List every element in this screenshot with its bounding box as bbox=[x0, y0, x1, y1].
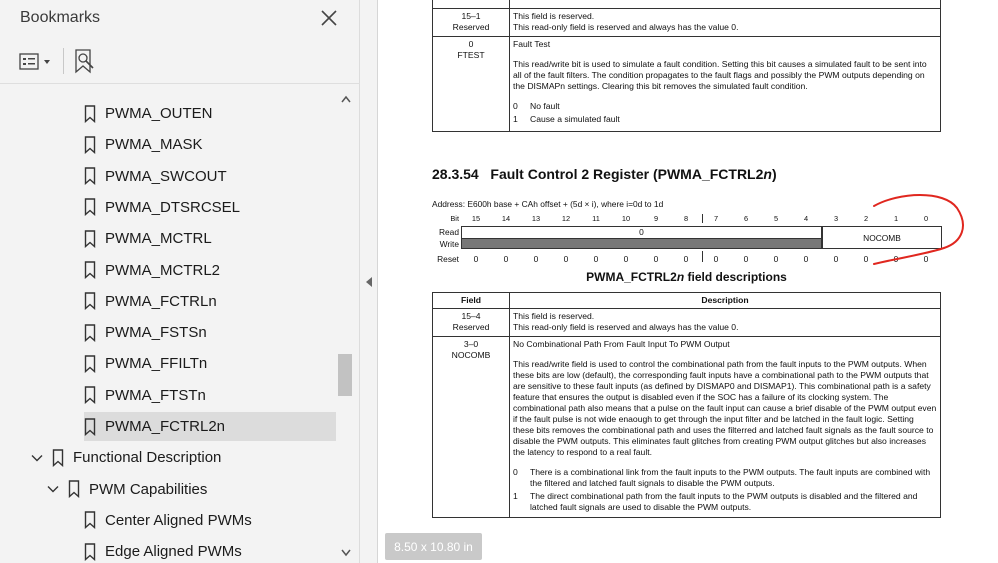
chevron-down-icon[interactable] bbox=[30, 451, 44, 465]
reserved-write-bar bbox=[461, 238, 822, 249]
reset-value: 0 bbox=[713, 254, 719, 264]
bit-number: 12 bbox=[561, 214, 571, 223]
value-desc: There is a combinational link from the fault inputs to the PWM outputs. The fault inputs are combined with the filtered and latched fault signals to disable the PWM outputs. bbox=[530, 467, 931, 488]
bookmark-icon bbox=[84, 167, 96, 185]
field-number: 15–4 bbox=[461, 311, 481, 321]
toolbar-separator bbox=[63, 48, 64, 74]
desc-line: This read-only field is reserved and always has the value 0. bbox=[513, 322, 739, 332]
value-row bbox=[513, 101, 937, 112]
bit-number: 9 bbox=[653, 214, 659, 223]
field-number: 0 bbox=[468, 39, 474, 49]
desc-line: This read-only field is reserved and always has the value 0. bbox=[513, 22, 739, 32]
bookmark-label: PWMA_OUTEN bbox=[105, 105, 213, 122]
reset-value: 0 bbox=[593, 254, 599, 264]
reset-value: 0 bbox=[743, 254, 749, 264]
field-name: Reserved bbox=[452, 322, 490, 332]
page-size-indicator: 8.50 x 10.80 in bbox=[385, 533, 482, 560]
desc-paragraph: This read/write field is used to control the combinational path from the fault inputs to the PWM outputs. When these bits are low (default), the corresponding fault inputs have a combinational path to the PWM outputs that are sensitive to these fault inputs (as defined by DISMAP0 and DISMAP1). This combinational path is a safety feature that ensures the output is disabled even if the SOC has a failure of its clocking system. The combinational path also means that a pulse on the fault input can cause a brief disable of the PWM output even if the fault pulse is not wide enaough to get through the input filter and be latched in the fault logic. Setting these bits removes the combinational path and uses the filterred and latched fault signals as the fault source to disable the PWM outputs. This eliminates fault glitches from creating PWM output glitches but also increases the latency to respond to a real fault. bbox=[513, 359, 937, 457]
bit-number: 8 bbox=[683, 214, 689, 223]
bookmark-icon bbox=[84, 105, 96, 123]
reset-value: 0 bbox=[863, 254, 869, 264]
bookmark-item[interactable] bbox=[84, 193, 240, 222]
bookmark-label: PWMA_MASK bbox=[105, 136, 203, 154]
bookmark-icon bbox=[84, 261, 96, 279]
bookmark-tree bbox=[0, 84, 336, 563]
bookmark-item[interactable] bbox=[84, 318, 207, 347]
scroll-up-icon[interactable] bbox=[340, 94, 352, 104]
bookmark-label: PWM Capabilities bbox=[89, 480, 208, 498]
bookmark-label: PWMA_SWCOUT bbox=[105, 167, 227, 185]
reset-value: 0 bbox=[503, 254, 509, 264]
table-row bbox=[433, 309, 941, 337]
find-bookmark-icon bbox=[73, 48, 95, 74]
bookmark-label: PWMA_FFILTn bbox=[105, 355, 208, 373]
register-address: Address: E600h base + CAh offset + (5d × i), where i=0d to 1d bbox=[432, 199, 664, 209]
scroll-down-icon[interactable] bbox=[340, 548, 352, 558]
reset-value: 0 bbox=[563, 254, 569, 264]
bookmark-item[interactable] bbox=[84, 130, 203, 159]
bit-number: 15 bbox=[471, 214, 481, 223]
bookmark-item[interactable] bbox=[30, 443, 221, 472]
bit-label: Bit bbox=[450, 214, 459, 223]
reset-value: 0 bbox=[473, 254, 479, 264]
find-bookmark-button[interactable] bbox=[73, 48, 95, 74]
reset-label: Reset bbox=[437, 254, 459, 264]
bookmark-label: Functional Description bbox=[73, 449, 222, 467]
table-row bbox=[433, 37, 941, 132]
red-circle-annotation bbox=[854, 190, 969, 270]
bookmarks-toolbar bbox=[0, 44, 360, 80]
options-menu-button[interactable] bbox=[19, 52, 55, 72]
section-number: 28.3.54 bbox=[432, 166, 479, 182]
header-field: Field bbox=[433, 293, 510, 309]
value-row bbox=[513, 491, 937, 513]
desc-title: No Combinational Path From Fault Input To PWM Output bbox=[513, 339, 730, 349]
section-heading bbox=[432, 166, 777, 182]
value-row bbox=[513, 467, 937, 489]
section-title: Fault Control 2 Register (PWMA_FCTRL2 bbox=[490, 166, 764, 182]
bit-number: 4 bbox=[803, 214, 809, 223]
bookmark-icon bbox=[84, 230, 96, 248]
bit-number: 14 bbox=[501, 214, 511, 223]
bookmark-scrollbar[interactable] bbox=[336, 84, 356, 563]
bit-number: 13 bbox=[531, 214, 541, 223]
bookmark-item[interactable] bbox=[84, 256, 220, 285]
value-row bbox=[513, 114, 937, 125]
value-key: 1 bbox=[513, 491, 518, 501]
bit-number: 7 bbox=[713, 214, 719, 223]
panel-title: Bookmarks bbox=[20, 9, 101, 26]
field-name: FTEST bbox=[457, 50, 485, 60]
bookmark-item[interactable] bbox=[84, 537, 242, 563]
list-options-icon bbox=[19, 52, 55, 72]
previous-field-table bbox=[432, 0, 941, 132]
bookmark-icon bbox=[84, 355, 96, 373]
bookmark-item[interactable] bbox=[84, 349, 207, 378]
bookmark-icon bbox=[84, 418, 96, 436]
collapse-panel-icon[interactable] bbox=[365, 276, 373, 288]
bookmark-label: PWMA_FTSTn bbox=[105, 386, 206, 404]
bit-number: 0 bbox=[923, 214, 929, 223]
value-desc: The direct combinational path from the fault inputs to the PWM outputs is disabled and the filtered and latched fault signals are used to disable the PWM outputs. bbox=[530, 491, 918, 512]
write-label: Write bbox=[439, 239, 459, 249]
bookmark-icon bbox=[84, 386, 96, 404]
bookmark-label: PWMA_MCTRL2 bbox=[105, 261, 221, 279]
bookmark-label: PWMA_FCTRL2n bbox=[105, 418, 226, 435]
field-number: 3–0 bbox=[463, 339, 479, 349]
value-list bbox=[513, 101, 937, 125]
bookmark-item[interactable] bbox=[84, 99, 213, 128]
reset-value: 0 bbox=[773, 254, 779, 264]
bookmark-label: PWMA_MCTRL bbox=[105, 230, 212, 248]
reset-value: 0 bbox=[533, 254, 539, 264]
bit-number: 2 bbox=[863, 214, 869, 223]
bookmark-item[interactable] bbox=[84, 162, 227, 191]
value-desc: No fault bbox=[530, 101, 560, 111]
bookmark-item[interactable] bbox=[84, 506, 252, 535]
bookmark-item[interactable] bbox=[84, 224, 212, 253]
nocomb-field: NOCOMB bbox=[822, 226, 942, 249]
bit-number: 5 bbox=[773, 214, 779, 223]
table-row bbox=[433, 0, 941, 9]
bookmark-label: PWMA_DTSRCSEL bbox=[105, 198, 241, 216]
value-key: 1 bbox=[513, 114, 518, 124]
bookmark-item[interactable] bbox=[84, 412, 336, 441]
section-title-end: ) bbox=[771, 166, 777, 182]
bookmark-icon bbox=[84, 511, 96, 529]
bookmark-icon bbox=[84, 543, 96, 561]
table-header-row bbox=[433, 293, 941, 309]
field-name: NOCOMB bbox=[451, 350, 491, 360]
bookmark-icon bbox=[84, 198, 96, 216]
field-number: 15–1 bbox=[461, 11, 481, 21]
document-page bbox=[379, 0, 998, 563]
field-description-table bbox=[432, 292, 941, 518]
reset-value: 0 bbox=[893, 254, 899, 264]
bookmark-label: Center Aligned PWMs bbox=[105, 511, 252, 529]
field-name: Reserved bbox=[452, 22, 490, 32]
desc-title: Fault Test bbox=[513, 39, 551, 49]
reset-value: 0 bbox=[683, 254, 689, 264]
value-key: 0 bbox=[513, 101, 518, 111]
close-panel-button[interactable] bbox=[318, 7, 340, 29]
bit-number: 10 bbox=[621, 214, 631, 223]
bookmark-item[interactable] bbox=[84, 287, 217, 316]
reset-value: 0 bbox=[653, 254, 659, 264]
table-row bbox=[433, 9, 941, 37]
reserved-read-field: 0 bbox=[461, 226, 822, 238]
table-row bbox=[433, 337, 941, 518]
bookmark-icon bbox=[52, 449, 64, 467]
bookmarks-panel bbox=[0, 0, 360, 563]
value-list bbox=[513, 467, 937, 513]
scrollbar-thumb[interactable] bbox=[338, 354, 352, 396]
reset-value: 0 bbox=[923, 254, 929, 264]
bookmark-label: PWMA_FCTRLn bbox=[105, 292, 217, 310]
bookmark-icon bbox=[68, 480, 80, 498]
bookmark-icon bbox=[84, 136, 96, 154]
reset-value: 0 bbox=[833, 254, 839, 264]
desc-line: This field is reserved. bbox=[513, 11, 595, 21]
bit-number: 6 bbox=[743, 214, 749, 223]
section-title-italic: n bbox=[763, 166, 772, 182]
table-title: PWMA_FCTRL2n field descriptions bbox=[586, 270, 787, 284]
bookmark-label: Edge Aligned PWMs bbox=[105, 543, 242, 561]
bookmark-label: PWMA_FSTSn bbox=[105, 324, 207, 342]
desc-line: This field is reserved. bbox=[513, 311, 595, 321]
reset-value: 0 bbox=[623, 254, 629, 264]
close-icon bbox=[318, 7, 340, 29]
chevron-down-icon[interactable] bbox=[46, 482, 60, 496]
header-description: Description bbox=[510, 293, 941, 309]
bookmark-icon bbox=[84, 324, 96, 342]
panel-splitter[interactable] bbox=[360, 0, 378, 563]
bit-number: 11 bbox=[592, 214, 600, 223]
byte-divider-tick bbox=[702, 214, 703, 223]
value-key: 0 bbox=[513, 467, 518, 477]
bookmark-item[interactable] bbox=[46, 475, 207, 504]
value-desc: Cause a simulated fault bbox=[530, 114, 620, 124]
bit-number: 3 bbox=[833, 214, 839, 223]
bookmark-icon bbox=[84, 292, 96, 310]
bookmark-item[interactable] bbox=[84, 381, 206, 410]
bit-number: 1 bbox=[893, 214, 899, 223]
reset-value: 0 bbox=[803, 254, 809, 264]
read-label: Read bbox=[438, 227, 459, 237]
desc-paragraph: This read/write bit is used to simulate a fault condition. Setting this bit causes a simulated fault to be sent into all of the fault filters. The condition propagates to the fault flags and possibly the PWM outputs depending on the DISMAPn settings. Clearing this bit removes the simulated fault condition. bbox=[513, 59, 927, 91]
